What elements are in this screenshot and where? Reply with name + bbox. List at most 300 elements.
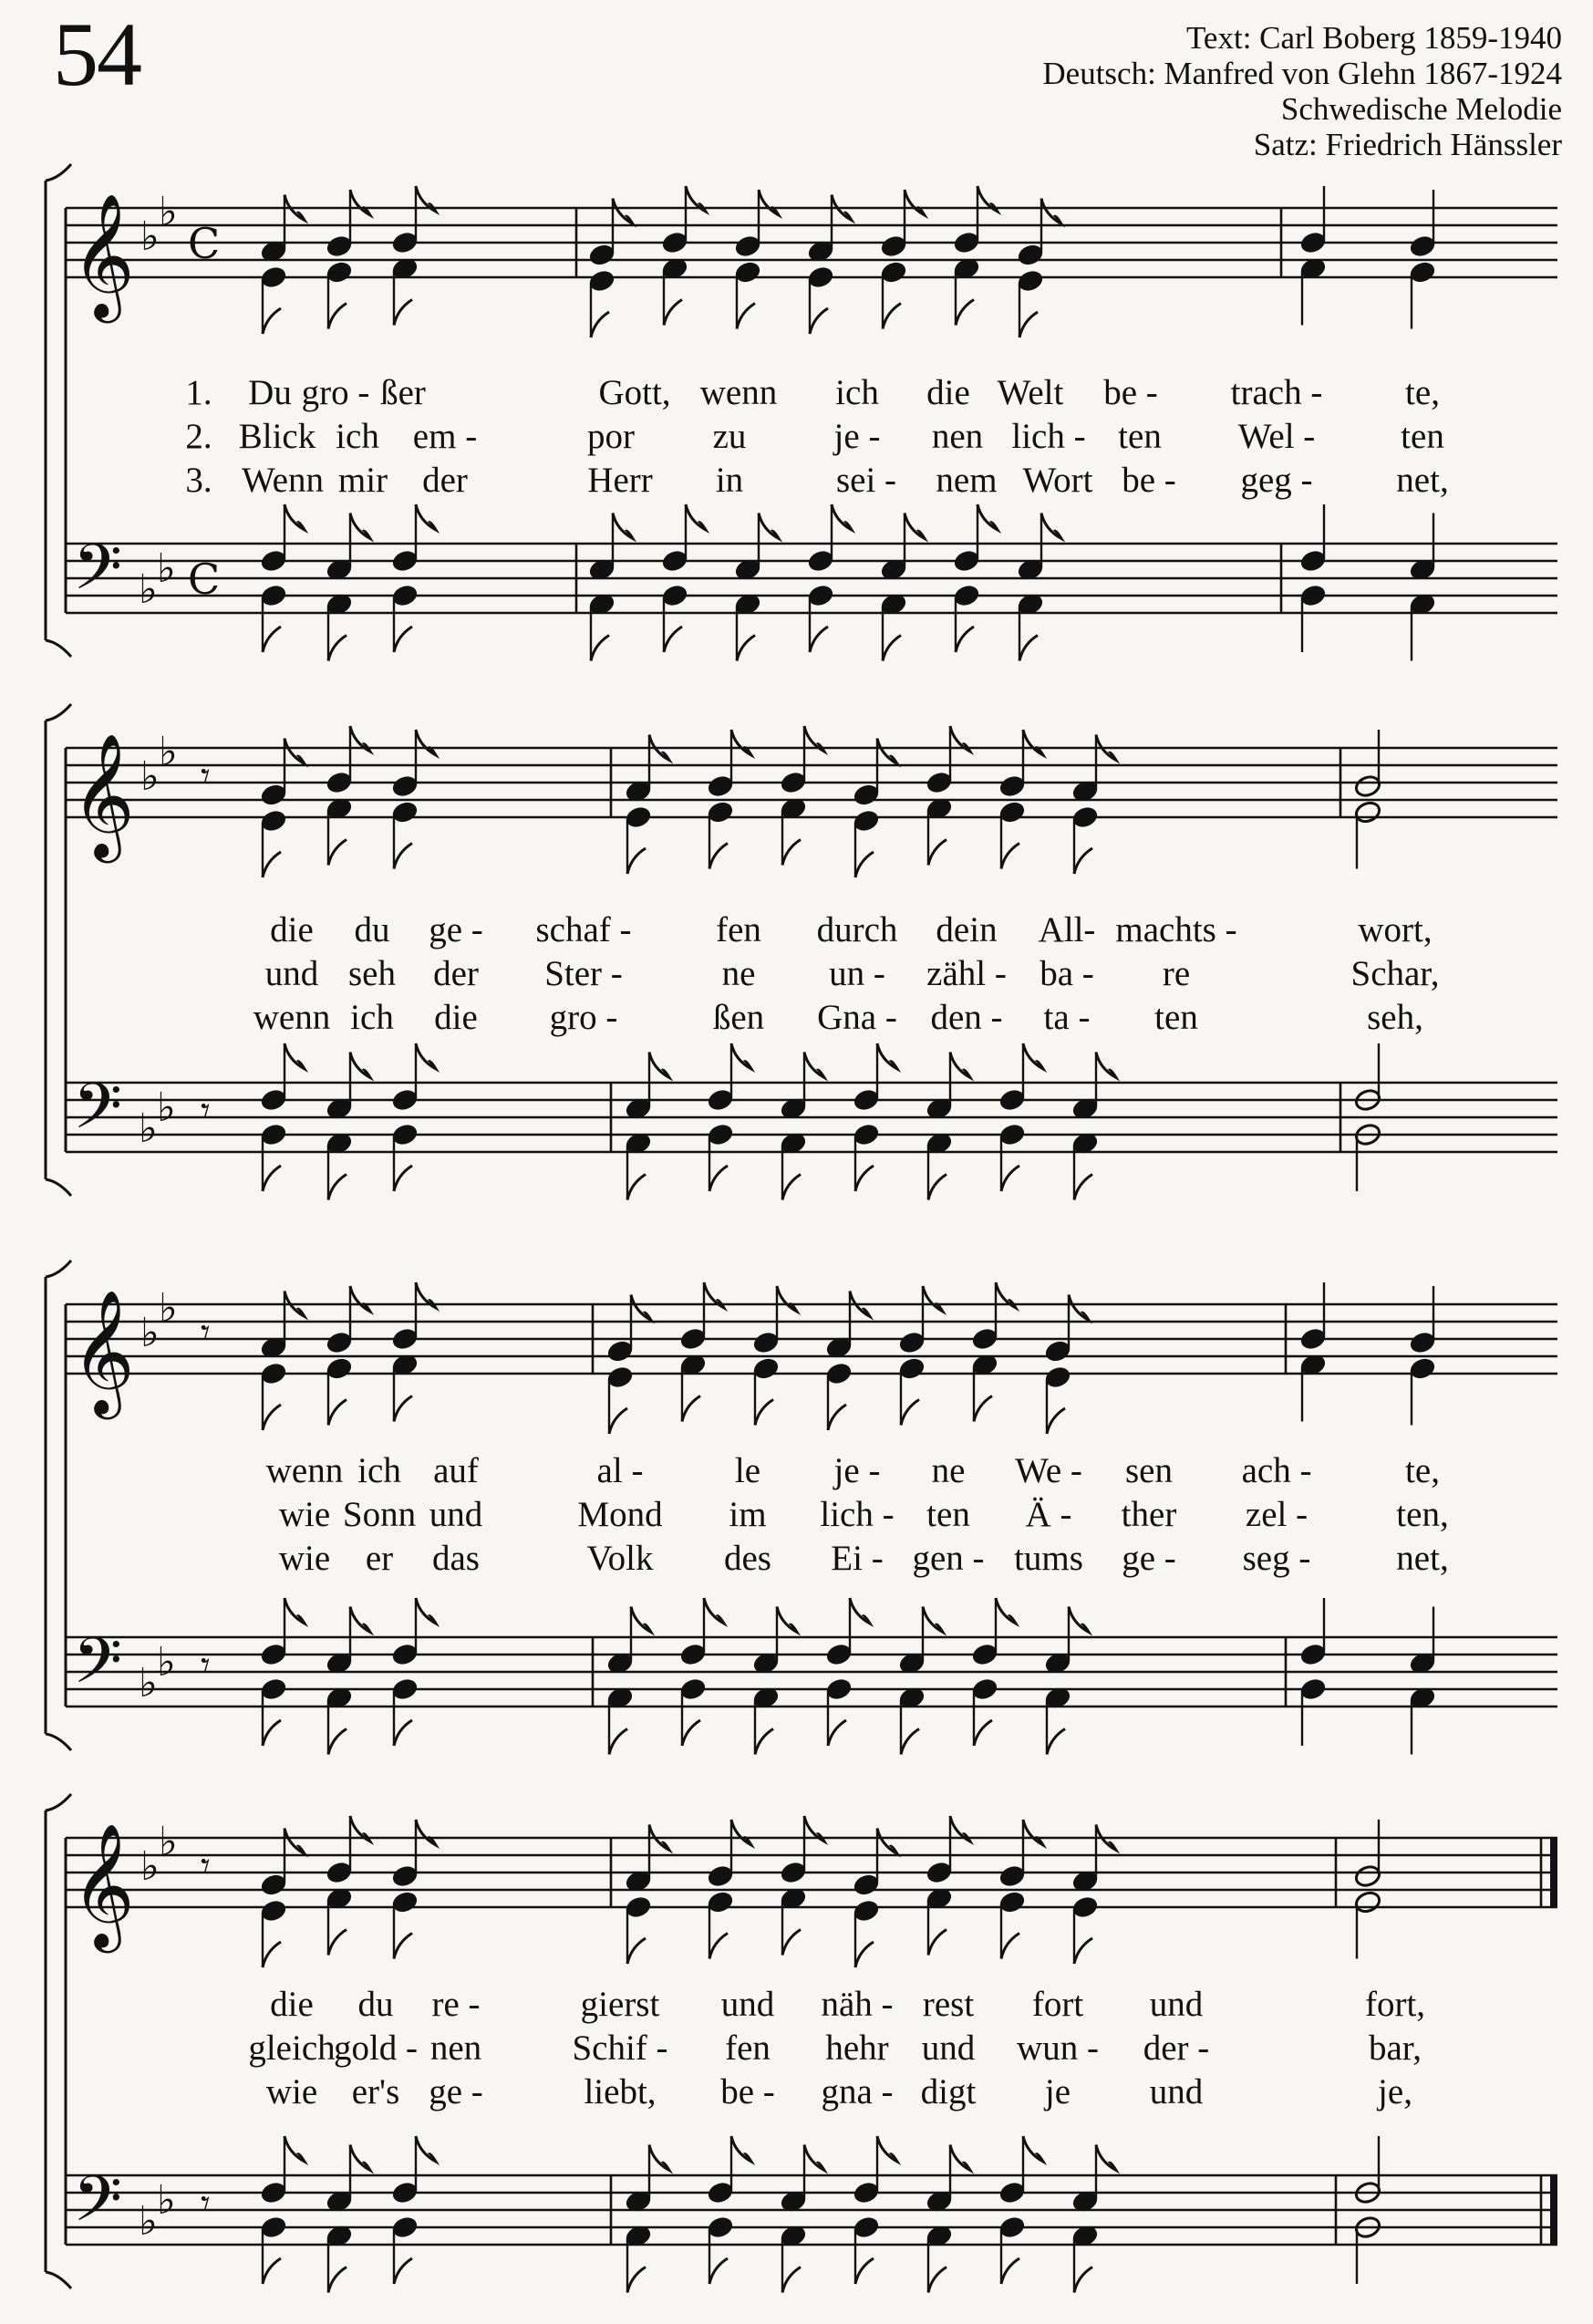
lyric-syllable: und [429, 1495, 483, 1534]
lyric-syllable: ich [357, 1451, 401, 1490]
flag [416, 504, 436, 530]
flag [263, 627, 281, 652]
flag [284, 1043, 305, 1069]
flag [905, 190, 925, 215]
lyric-syllable: geg - [1240, 461, 1313, 500]
flag [263, 1405, 281, 1430]
flag [1074, 1938, 1092, 1964]
lyric-syllable: 2. [185, 417, 212, 456]
flag [416, 2136, 436, 2162]
flat: ♭ [157, 545, 176, 592]
flag [284, 2136, 305, 2162]
flag [1019, 636, 1038, 661]
flag [328, 1175, 347, 1200]
treble-clef: 𝄞 [71, 192, 135, 317]
lyric-syllable: das [432, 1539, 480, 1578]
lyric-syllable: ten [1118, 417, 1162, 456]
bracket-top [46, 1261, 71, 1277]
lyric-syllable: le [734, 1451, 761, 1490]
lyric-syllable: re - [431, 1985, 481, 2024]
flag [928, 840, 946, 866]
flag [810, 627, 828, 652]
flag [828, 1405, 846, 1430]
lyric-syllable: net, [1396, 461, 1449, 500]
bracket-top [46, 164, 71, 181]
flag [631, 1295, 651, 1321]
staff-bass-3 [66, 1598, 1557, 1755]
lyric-syllable: des [724, 1539, 771, 1578]
lyric-line-verse-2 [0, 953, 1593, 995]
lyric-line-verse-2 [0, 416, 1593, 458]
flag [709, 1934, 728, 1959]
lyric-syllable: mir [337, 461, 388, 500]
lyric-syllable: die [270, 910, 314, 949]
lyric-syllable: All- [1038, 910, 1096, 949]
lyric-syllable: und [1149, 2072, 1204, 2111]
lyric-syllable: machts - [1115, 910, 1237, 949]
lyric-syllable: gierst [580, 1985, 660, 2024]
lyric-syllable: Wort [1022, 461, 1093, 500]
lyric-syllable: auf [433, 1451, 479, 1490]
lyric-syllable: Volk [586, 1539, 654, 1578]
lyric-syllable: ta - [1043, 998, 1091, 1037]
lyric-syllable: rest [922, 1985, 975, 2024]
lyric-syllable: wie [265, 2072, 318, 2111]
flag [1001, 1166, 1019, 1191]
lyric-syllable: du [357, 1985, 394, 2024]
flag [978, 504, 998, 530]
lyric-syllable: lich - [820, 1495, 895, 1534]
flag [609, 1408, 627, 1434]
lyric-syllable: ich [350, 998, 394, 1037]
lyric-syllable: Schif - [572, 2028, 668, 2068]
flag [883, 636, 901, 661]
flag [974, 1396, 992, 1422]
bass-clef: 𝄢 [73, 2162, 123, 2251]
flag [627, 2267, 646, 2293]
flag [755, 1729, 773, 1755]
staff-bass-1 [66, 504, 1557, 661]
lyric-syllable: 3. [185, 461, 212, 500]
flag [686, 504, 706, 530]
flag [1069, 1295, 1089, 1321]
flag [1069, 1607, 1089, 1633]
flag [350, 2145, 370, 2171]
lyric-syllable: seg - [1242, 1539, 1311, 1578]
flag [263, 852, 281, 877]
flag [649, 1053, 669, 1078]
flag [1023, 1820, 1043, 1845]
lyric-syllable: schaf - [535, 910, 632, 949]
lyric-syllable: du [354, 910, 390, 949]
flag [394, 1934, 412, 1959]
lyric-syllable: por [587, 417, 635, 456]
flag [877, 2136, 897, 2162]
eighth-rest: 𝄾 [201, 1644, 211, 1686]
flag [328, 1400, 347, 1426]
flag [416, 1043, 436, 1069]
lyric-syllable: sen [1125, 1451, 1173, 1490]
lyric-syllable: nen [931, 417, 984, 456]
lyric-syllable: die [270, 1985, 314, 2024]
lyric-syllable: ich [835, 373, 879, 412]
flag [950, 1053, 970, 1078]
lyric-syllable: Blick [238, 417, 316, 456]
flag [284, 739, 305, 764]
flag [877, 1043, 897, 1069]
flat: ♭ [139, 1105, 158, 1152]
flat: ♭ [140, 1310, 160, 1356]
flag [901, 1729, 919, 1755]
lyric-syllable: We - [1015, 1451, 1082, 1490]
eighth-rest: 𝄾 [201, 1090, 211, 1132]
flat: ♭ [159, 1285, 178, 1332]
lyric-syllable: Ster - [544, 954, 623, 993]
flat: ♭ [157, 1639, 176, 1686]
lyric-syllable: ach - [1241, 1451, 1312, 1490]
flag [709, 844, 728, 869]
bracket-bottom [46, 2272, 71, 2288]
flag [328, 1729, 347, 1755]
lyric-syllable: be - [1122, 461, 1176, 500]
bracket-top [46, 1794, 71, 1810]
lyric-syllable: zel - [1245, 1495, 1309, 1534]
flag [731, 1820, 751, 1845]
flag [350, 1053, 370, 1078]
flag [263, 1166, 281, 1191]
flag [974, 1720, 992, 1746]
flag [1001, 1934, 1019, 1959]
lyric-syllable: wun - [1017, 2028, 1099, 2068]
lyric-syllable: Ei - [831, 1539, 884, 1578]
flag [1047, 1408, 1065, 1434]
flat: ♭ [140, 213, 160, 260]
lyric-syllable: nen [429, 2028, 482, 2068]
lyric-line-verse-1 [0, 909, 1593, 951]
lyric-syllable: der [422, 461, 468, 500]
staff-treble-1 [66, 186, 1557, 337]
eighth-rest: 𝄾 [201, 1312, 211, 1354]
staff-treble-2 [66, 726, 1557, 877]
lyric-syllable: und [264, 954, 319, 993]
lyric-syllable: ba - [1040, 954, 1094, 993]
lyric-syllable: tums [1014, 1539, 1083, 1578]
lyric-syllable: al - [596, 1451, 644, 1490]
flag [1047, 1729, 1065, 1755]
lyric-syllable: fen [725, 2028, 771, 2068]
flag [613, 514, 633, 539]
flag [627, 848, 646, 874]
flag [284, 1598, 305, 1624]
flag [394, 1166, 412, 1191]
lyric-line-verse-1 [0, 1450, 1593, 1492]
flag [627, 1175, 646, 1200]
credit-arrangement: Satz: Friedrich Hänssler [1253, 127, 1562, 162]
bracket-top [46, 704, 71, 721]
flag [737, 304, 755, 329]
lyric-syllable: net, [1396, 1539, 1449, 1578]
lyric-syllable: ne [931, 1451, 966, 1490]
flat: ♭ [159, 1819, 178, 1865]
flag [828, 1720, 846, 1746]
lyric-line-verse-3 [0, 997, 1593, 1039]
flag [777, 1286, 797, 1312]
lyric-syllable: die [434, 998, 478, 1037]
lyric-syllable: ge - [429, 910, 483, 949]
flag [416, 730, 436, 755]
staff-bass-2 [66, 1043, 1557, 1200]
flag [416, 1598, 436, 1624]
flag [284, 504, 305, 530]
bass-clef: 𝄢 [73, 530, 123, 619]
flag [731, 1043, 751, 1069]
bracket-bottom [46, 640, 71, 657]
lyric-syllable: gleich [248, 2028, 336, 2068]
flag [1074, 848, 1092, 874]
eighth-rest: 𝄾 [201, 2183, 211, 2225]
flag [263, 2258, 281, 2284]
flag [950, 2145, 970, 2171]
lyric-syllable: digt [920, 2072, 977, 2111]
lyric-syllable: seh [348, 954, 396, 993]
lyric-syllable: Herr [587, 461, 653, 500]
lyric-syllable: 1. [185, 373, 212, 412]
flag [755, 1400, 773, 1426]
lyric-line-verse-1 [0, 1984, 1593, 2026]
flag [328, 304, 347, 329]
lyric-syllable: Du [248, 373, 292, 412]
lyric-syllable: ten, [1396, 1495, 1449, 1534]
bracket-bottom [46, 1734, 71, 1750]
lyric-syllable: je [1044, 2072, 1071, 2111]
staff-treble-4 [66, 1816, 1557, 1967]
lyric-syllable: seh, [1367, 998, 1423, 1037]
flag [682, 1396, 700, 1422]
flag [682, 1720, 700, 1746]
treble-clef: 𝄞 [71, 1821, 135, 1947]
lyric-syllable: wenn [265, 1451, 344, 1490]
flag [328, 636, 347, 661]
lyric-syllable: wie [278, 1495, 331, 1534]
treble-clef: 𝄞 [71, 731, 135, 857]
lyric-syllable: und [720, 1985, 775, 2024]
lyric-syllable: fen [716, 910, 761, 949]
lyric-syllable: durch [816, 910, 898, 949]
flag [901, 1400, 919, 1426]
lyric-syllable: Welt [997, 373, 1064, 412]
flag [782, 1175, 801, 1200]
flag [855, 1166, 874, 1191]
lyric-syllable: be - [720, 2072, 775, 2111]
lyric-syllable: die [926, 373, 970, 412]
flag [1074, 1175, 1092, 1200]
bracket-bottom [46, 1179, 71, 1196]
flag [928, 1175, 946, 1200]
lyric-syllable: fort [1031, 1985, 1084, 2024]
lyric-syllable: wenn [253, 998, 331, 1037]
flag [877, 739, 897, 764]
lyric-syllable: liebt, [584, 2072, 657, 2111]
flat: ♭ [139, 1660, 158, 1707]
flag [731, 2136, 751, 2162]
lyric-syllable: Mond [577, 1495, 663, 1534]
flag [394, 1396, 412, 1422]
lyric-syllable: em - [412, 417, 478, 456]
flat: ♭ [139, 566, 158, 613]
flag [855, 852, 874, 877]
credit-text-author: Text: Carl Boberg 1859-1940 [1186, 20, 1562, 56]
treble-clef: 𝄞 [71, 1288, 135, 1414]
lyric-syllable: und [921, 2028, 976, 2068]
flag [877, 1829, 897, 1854]
lyric-syllable: Ä - [1025, 1495, 1072, 1534]
flag [394, 1720, 412, 1746]
lyric-syllable: trach - [1230, 373, 1323, 412]
lyric-syllable: zähl - [926, 954, 1007, 993]
flag [956, 300, 974, 326]
staff-treble-3 [66, 1282, 1557, 1434]
eighth-rest: 𝄾 [201, 1845, 211, 1887]
flag [996, 1598, 1016, 1624]
flag [416, 1820, 436, 1845]
flag [664, 627, 682, 652]
flag [704, 1598, 724, 1624]
flag [591, 312, 609, 337]
staff-bass-4 [66, 2136, 1557, 2293]
lyric-line-verse-3 [0, 2071, 1593, 2113]
lyric-syllable: ther [1121, 1495, 1177, 1534]
lyric-syllable: ich [336, 417, 379, 456]
lyric-syllable: den - [930, 998, 1003, 1037]
flag [956, 627, 974, 652]
lyric-syllable: und [1149, 1985, 1204, 2024]
flag [855, 1942, 874, 1967]
lyric-line-verse-3 [0, 460, 1593, 502]
lyric-syllable: im [729, 1495, 767, 1534]
flag [1023, 1043, 1043, 1069]
flag [350, 190, 370, 215]
lyric-syllable: ten [926, 1495, 970, 1534]
flag [394, 627, 412, 652]
lyric-line-verse-2 [0, 1494, 1593, 1536]
flag [709, 2258, 728, 2284]
flag [263, 1720, 281, 1746]
flag [284, 1829, 305, 1854]
flag [1001, 2258, 1019, 2284]
bass-clef: 𝄢 [73, 1624, 123, 1713]
lyric-syllable: Wenn [242, 461, 324, 500]
flag [928, 2267, 946, 2293]
lyric-syllable: gro - [549, 998, 618, 1037]
lyric-syllable: hehr [825, 2028, 889, 2068]
flag [923, 1607, 943, 1633]
lyric-syllable: je - [833, 417, 881, 456]
flag [328, 1930, 347, 1956]
lyric-syllable: gro - [301, 373, 370, 412]
flag [1096, 2145, 1116, 2171]
lyric-syllable: Schar, [1350, 954, 1440, 993]
lyric-syllable: ten [1401, 417, 1444, 456]
lyric-syllable: Gott, [598, 373, 671, 412]
lyric-line-verse-3 [0, 1538, 1593, 1580]
lyric-syllable: je, [1378, 2072, 1412, 2111]
lyric-syllable: der - [1143, 2028, 1210, 2068]
lyric-syllable: gen - [912, 1539, 985, 1578]
flag [804, 2145, 824, 2171]
flag [613, 199, 633, 224]
flag [737, 636, 755, 661]
lyric-syllable: gna - [821, 2072, 894, 2111]
lyric-syllable: Sonn [342, 1495, 417, 1534]
flag [1019, 312, 1038, 337]
lyric-syllable: nem [936, 461, 998, 500]
flag [759, 514, 779, 539]
lyric-syllable: er [365, 1539, 394, 1578]
lyric-syllable: gold - [333, 2028, 419, 2068]
flag [782, 1930, 801, 1956]
bass-clef: 𝄢 [73, 1069, 123, 1158]
lyric-syllable: ßen [712, 998, 765, 1037]
lyric-syllable: re [1162, 954, 1191, 993]
flag [855, 2258, 874, 2284]
flag [664, 300, 682, 326]
flag [1023, 2136, 1043, 2162]
flag [591, 636, 609, 661]
flag [350, 514, 370, 539]
credit-translator: Deutsch: Manfred von Glehn 1867-1924 [1042, 56, 1562, 91]
lyric-syllable: be - [1103, 373, 1158, 412]
lyric-syllable: in [715, 461, 744, 500]
flat: ♭ [159, 189, 178, 235]
lyric-syllable: ge - [1122, 1539, 1176, 1578]
lyric-syllable: ge - [429, 2072, 483, 2111]
time-signature: C [188, 555, 221, 604]
flag [631, 1607, 651, 1633]
flag [609, 1729, 627, 1755]
lyric-syllable: er's [351, 2072, 400, 2111]
lyric-syllable: näh - [821, 1985, 894, 2024]
lyric-syllable: je - [833, 1451, 881, 1490]
flag [759, 190, 779, 215]
lyric-syllable: Gna - [817, 998, 897, 1037]
flat: ♭ [140, 753, 160, 800]
flag [263, 1942, 281, 1967]
flat: ♭ [157, 2177, 176, 2224]
flag [782, 2267, 801, 2293]
flag [731, 730, 751, 755]
lyric-syllable: sei - [835, 461, 897, 500]
flat: ♭ [139, 2198, 158, 2245]
flag [1074, 2267, 1092, 2293]
lyric-syllable: wie [278, 1539, 331, 1578]
eighth-rest: 𝄾 [201, 755, 211, 797]
credit-melody: Schwedische Melodie [1280, 91, 1562, 127]
flag [1041, 199, 1061, 224]
flat: ♭ [159, 729, 178, 775]
lyric-line-verse-2 [0, 2028, 1593, 2070]
flag [1096, 1053, 1116, 1078]
flag [328, 840, 347, 866]
lyric-syllable: wenn [699, 373, 778, 412]
flag [1041, 514, 1061, 539]
flag [627, 1938, 646, 1964]
flag [923, 1286, 943, 1312]
flat: ♭ [157, 1084, 176, 1131]
time-signature: C [188, 219, 221, 268]
flat: ♭ [140, 1843, 160, 1890]
flag [777, 1607, 797, 1633]
flag [394, 2258, 412, 2284]
